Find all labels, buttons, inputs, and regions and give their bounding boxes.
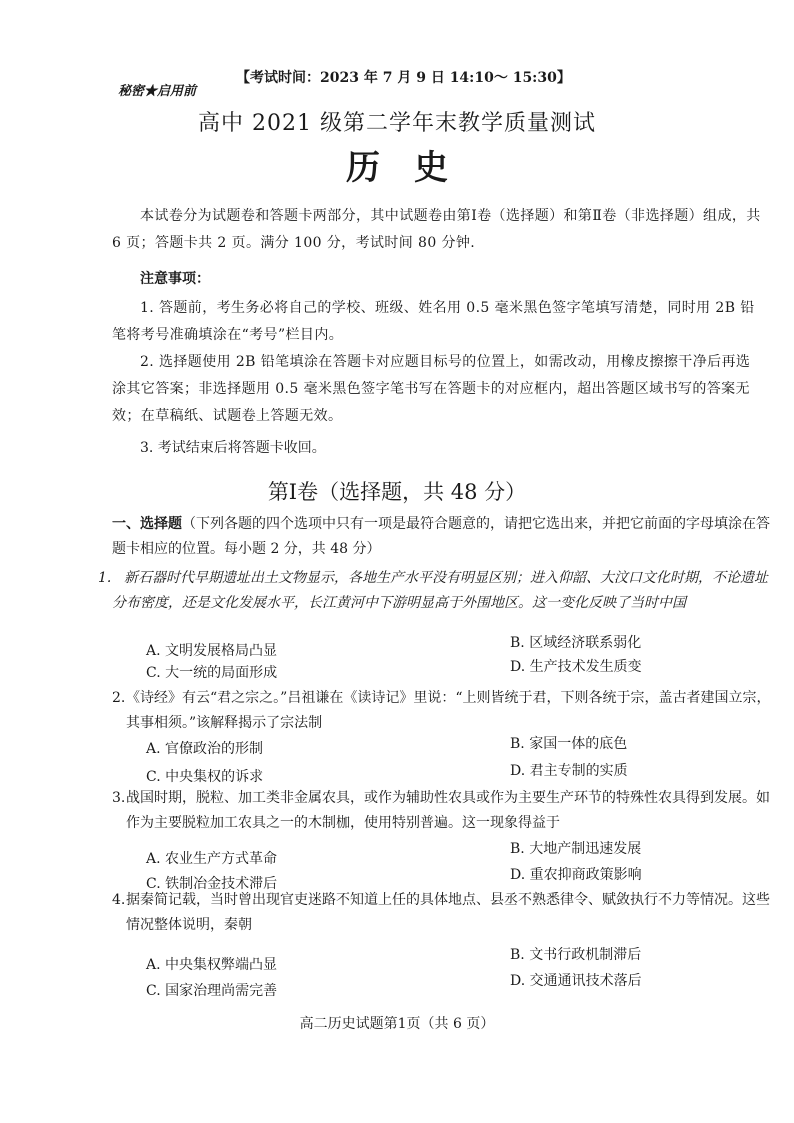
question-text: 据秦简记载，当时曾出现官吏迷路不知道上任的具体地点、县丞不熟悉律令、赋敛执行不力等情况。这些情况整体说明，秦朝: [126, 892, 770, 933]
question-stem: [112, 888, 772, 938]
option-c: C. 铁制冶金技术滞后: [146, 876, 278, 892]
confidential-label: 秘密★启用前: [118, 84, 197, 99]
exam-time: 【考试时间：2023 年 7 月 9 日 14:10～ 15:30】: [236, 70, 571, 86]
note-item: 1. 答题前，考生务必将自己的学校、班级、姓名用 0.5 毫米黑色签字笔填写清楚，同时用 2B 铅笔将考号准确填涂在“考号”栏目内。: [112, 300, 755, 343]
option-b: B. 区域经济联系弱化: [510, 635, 642, 651]
page-footer: 高二历史试题第1页（共 6 页）: [299, 1016, 495, 1032]
question-number: 1.: [98, 570, 112, 586]
option-d: D. 生产技术发生质变: [510, 659, 642, 675]
question-stem: [98, 566, 772, 616]
option-a: A. 文明发展格局凸显: [146, 643, 278, 659]
option-b: B. 大地产制迅速发展: [510, 841, 642, 857]
option-a: A. 农业生产方式革命: [146, 851, 278, 867]
option-c: C. 国家治理尚需完善: [146, 983, 278, 999]
section-title: 第Ⅰ卷（选择题，共 48 分）: [267, 480, 527, 504]
notes-heading: 注意事项：: [140, 271, 210, 287]
question-stem: [112, 786, 772, 836]
subject-title: 历史: [346, 148, 482, 188]
option-c: C. 大一统的局面形成: [146, 665, 278, 681]
question-number: 4.: [112, 892, 126, 908]
intro-paragraph: 本试卷分为试题卷和答题卡两部分，其中试题卷由第Ⅰ卷（选择题）和第Ⅱ卷（非选择题）组成，共 6 页；答题卡共 2 页。满分 100 分，考试时间 80 分钟.: [112, 208, 761, 251]
question-number: 2.: [112, 690, 126, 706]
option-b: B. 家国一体的底色: [510, 736, 628, 752]
option-c: C. 中央集权的诉求: [146, 769, 264, 785]
part-instruction: [112, 512, 772, 562]
question-text: 《诗经》有云“君之宗之。”吕祖谦在《读诗记》里说：“上则皆统于君，下则各统于宗，盖古者建国立宗，其事相须。”该解释揭示了宗法制: [126, 690, 771, 731]
question-number: 3.: [112, 790, 126, 806]
option-d: D. 君主专制的实质: [510, 763, 628, 779]
part-label: 一、选择题: [112, 516, 182, 532]
option-b: B. 文书行政机制滞后: [510, 947, 642, 963]
part-instruction-text: （下列各题的四个选项中只有一项是最符合题意的，请把它选出来，并把它前面的字母填涂在答题卡相应的位置。每小题 2 分，共 48 分）: [112, 516, 770, 557]
note-item: 2. 选择题使用 2B 铅笔填涂在答题卡对应题目标号的位置上，如需改动，用橡皮擦擦干净后再选涂其它答案；非选择题用 0.5 毫米黑色签字笔书写在答题卡的对应框内，超出答题区域书写的答案无效；在草稿纸、试题卷上答题无效。: [112, 354, 751, 424]
note-item: 3. 考试结束后将答题卡收回。: [140, 440, 326, 456]
question-text: 新石器时代早期遗址出土文物显示，各地生产水平没有明显区别；进入仰韶、大汶口文化时期，不论遗址分布密度，还是文化发展水平，长江黄河中下游明显高于外围地区。这一变化反映了当时中国: [112, 570, 768, 611]
exam-title: 高中 2021 级第二学年末教学质量测试: [198, 111, 596, 136]
question-text: 战国时期，脱粒、加工类非金属农具，或作为辅助性农具或作为主要生产环节的特殊性农具得到发展。如作为主要脱粒加工农具之一的木制枷，使用特别普遍。这一现象得益于: [126, 790, 770, 831]
option-d: D. 交通通讯技术落后: [510, 973, 642, 989]
question-stem: [112, 686, 772, 736]
option-a: A. 中央集权弊端凸显: [146, 957, 278, 973]
option-a: A. 官僚政治的形制: [146, 741, 264, 757]
option-d: D. 重农抑商政策影响: [510, 867, 642, 883]
